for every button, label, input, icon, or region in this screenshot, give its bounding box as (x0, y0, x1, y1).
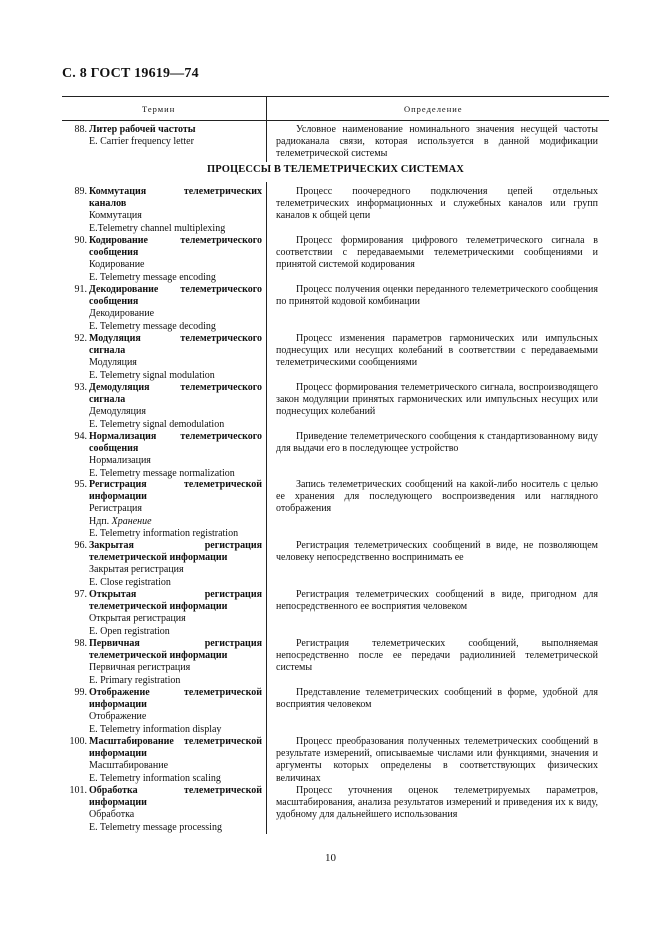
term-name: Отображение телеметрической информации (89, 687, 262, 711)
term-name: Демодуляция телеметрического сигнала (89, 382, 262, 406)
term-number: 101. (69, 785, 87, 796)
term-short: Первичная регистрация (89, 662, 191, 674)
term-number: 100. (69, 736, 87, 747)
column-header-term: Термин (142, 104, 176, 114)
term-name: Масштабирование телеметрической информации (89, 736, 262, 760)
term-number: 94. (74, 431, 87, 442)
section-title: ПРОЦЕССЫ В ТЕЛЕМЕТРИЧЕСКИХ СИСТЕМАХ (207, 164, 464, 175)
column-divider-main (266, 182, 267, 834)
term-deprecated: Ндп. Хранение (89, 515, 152, 527)
term-short: Демодуляция (89, 406, 146, 418)
term-number: 88. (74, 124, 87, 135)
term-entry (62, 540, 262, 589)
term-definition: Процесс поочередного подключения цепей отдельных телеметрических информационных и служебных каналов или групп каналов к общей цепи (276, 186, 598, 222)
term-english: E. Telemetry information display (89, 723, 222, 735)
table-header-rule (62, 120, 609, 121)
term-short: Модуляция (89, 357, 137, 369)
term-entry (62, 785, 262, 834)
term-name: Обработка телеметрической информации (89, 785, 262, 809)
term-entry (62, 736, 262, 785)
term-entry (62, 687, 262, 736)
term-short: Кодирование (89, 259, 145, 271)
term-number: 96. (74, 540, 87, 551)
term-short: Нормализация (89, 455, 151, 467)
term-entry (62, 186, 262, 235)
term-definition: Регистрация телеметрических сообщений в виде, не позволяющем человеку непосредственно воспринимать ее (276, 540, 598, 564)
term-short: Коммутация (89, 210, 142, 222)
term-definition: Представление телеметрических сообщений в форме, удобной для восприятия человеком (276, 687, 598, 711)
term-short: Регистрация (89, 503, 142, 515)
column-divider-header (266, 96, 267, 120)
term-english: E. Telemetry message normalization (89, 467, 235, 479)
term-english: E. Telemetry signal demodulation (89, 418, 225, 430)
term-entry (62, 284, 262, 333)
term-entry (62, 431, 262, 480)
term-number: 93. (74, 382, 87, 393)
term-name: Декодирование телеметрического сообщения (89, 284, 262, 308)
term-entry (62, 638, 262, 687)
term-entry (62, 479, 262, 540)
term-definition: Процесс получения оценки переданного телеметрического сообщения по принятой кодовой комбинации (276, 284, 598, 308)
term-short: Отображение (89, 711, 147, 723)
term-definition: Процесс преобразования полученных телеметрических сообщений в результате измерений, описываемые числами или функциями, значения и аргументы которых определены в соответствующих физических величинах (276, 736, 598, 784)
term-definition: Регистрация телеметрических сообщений, выполняемая непосредственно после ее передачи радиолинией телеметрической системы (276, 638, 598, 674)
term-short: Закрытая регистрация (89, 564, 184, 576)
column-header-definition: Определение (404, 104, 463, 114)
term-name: Регистрация телеметрической информации (89, 479, 262, 503)
term-short: Открытая регистрация (89, 613, 186, 625)
term-short: Обработка (89, 809, 135, 821)
term-name: Кодирование телеметрического сообщения (89, 235, 262, 259)
term-definition: Регистрация телеметрических сообщений в виде, пригодном для непосредственного ее восприятия человеком (276, 589, 598, 613)
term-definition: Процесс формирования цифрового телеметрического сигнала в соответствии с передаваемыми телеметрическими сообщениями и принятой системой кодирования (276, 235, 598, 271)
term-name: Литер рабочей частоты (89, 124, 196, 135)
page-number: 10 (325, 852, 336, 864)
term-english: E. Carrier frequency letter (89, 136, 194, 148)
term-english: E. Telemetry information scaling (89, 772, 221, 784)
table-top-rule (62, 96, 609, 97)
term-english: E. Telemetry message encoding (89, 271, 216, 283)
deprecated-term-word: Хранение (111, 515, 152, 527)
term-english: E. Open registration (89, 625, 170, 637)
term-definition: Приведение телеметрического сообщения к стандартизованному виду для выдачи его в последующее устройство (276, 431, 598, 455)
term-name: Нормализация телеметрического сообщения (89, 431, 262, 455)
term-definition: Процесс изменения параметров гармонических или импульсных поднесущих или несущих колебаний в соответствии с передаваемыми телеметрическими сообщениями (276, 333, 598, 369)
term-entry (62, 333, 262, 382)
term-definition: Процесс формирования телеметрического сигнала, воспроизводящего закон модуляции принятых гармонических или импульсных несущих или поднесущих колебаний (276, 382, 598, 418)
term-number: 90. (74, 235, 87, 246)
term-number: 91. (74, 284, 87, 295)
term-name: Открытая регистрация телеметрической информации (89, 589, 262, 613)
term-short: Декодирование (89, 308, 155, 320)
term-english: E. Close registration (89, 576, 171, 588)
term-number: 92. (74, 333, 87, 344)
term-english: E. Primary registration (89, 674, 181, 686)
term-number: 89. (74, 186, 87, 197)
term-name: Коммутация телеметрических каналов (89, 186, 262, 210)
term-entry (62, 589, 262, 638)
term-short: Масштабирование (89, 760, 169, 772)
term-english: E. Telemetry message processing (89, 821, 222, 833)
term-english: E.Telemetry channel multiplexing (89, 222, 226, 234)
term-definition: Запись телеметрических сообщений на какой-либо носитель с целью ее хранения для последующего воспроизведения или наглядного отображения (276, 479, 598, 515)
term-name: Первичная регистрация телеметрической информации (89, 638, 262, 662)
column-divider-top (266, 120, 267, 162)
term-definition: Условное наименование номинального значения несущей частоты радиоканала связи, которая используется в данной модификации телеметрической системы (276, 124, 598, 160)
term-name: Модуляция телеметрического сигнала (89, 333, 262, 357)
term-english: E. Telemetry signal modulation (89, 369, 215, 381)
term-name: Закрытая регистрация телеметрической информации (89, 540, 262, 564)
term-definition: Процесс уточнения оценок телеметрируемых параметров, масштабирования, анализа результатов измерений и приведения их к виду, удобному для дальнейшего использования (276, 785, 598, 821)
term-number: 97. (74, 589, 87, 600)
term-number: 95. (74, 479, 87, 490)
term-entry (62, 235, 262, 284)
term-number: 99. (74, 687, 87, 698)
term-entry (62, 124, 262, 148)
term-english: E. Telemetry message decoding (89, 320, 216, 332)
term-entry (62, 382, 262, 431)
term-english: E. Telemetry information registration (89, 527, 239, 539)
page-header: С. 8 ГОСТ 19619—74 (62, 66, 199, 81)
term-number: 98. (74, 638, 87, 649)
